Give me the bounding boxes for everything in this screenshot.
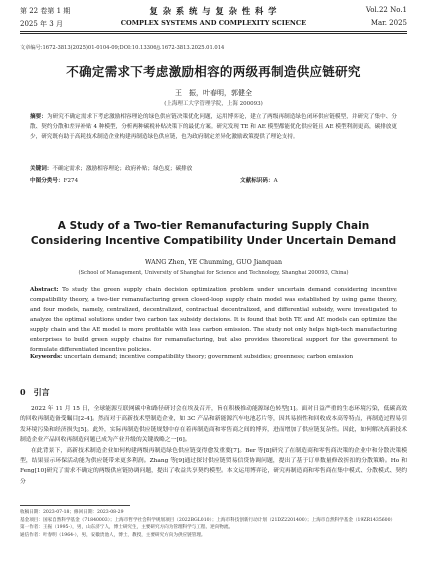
english-title: A Study of a Two-tier Remanufacturing Supply Chain Considering Incentive Compatibility Under Uncertain Demand	[30, 220, 397, 247]
article-number: 文章编号:1672-3813(2025)01-0104-09;DOI:10.13306/j.1672-3813.2025.01.014	[20, 45, 225, 51]
introduction-paragraph-1: 2022 年 11 月 15 日，全球能源互联网碳中和路径研讨会在埃及召开，旨在积极推动能源绿色转型[1]。面对日益严重的生态环境污染，低碳高效的回收再制造备受瞩目[2-4]。然而对于高新技术型制造企业，如 3C 产品和新能源汽车电池芯片等，因其易损性和回收成本高等特点，再制造过程易引发环境污染和经济损失[5]。此外，实际再制造供应链规划中存在着再制造商和零售商之间的博弈，进而增加了供应链复杂性。因此，如何解决高新技术制造企业产品回收再制造问题已成为产业升级的关键战略之一[6]。	[20, 406, 407, 444]
chinese-keywords-label: 关键词：	[30, 166, 53, 172]
volume-issue-en: Vol.22 No.1	[365, 6, 407, 14]
date-cn: 2025 年 3 月	[20, 20, 63, 28]
english-abstract-text: To study the green supply chain decision optimization problem under uncertain demand considering incentive compatibility theory, a two-tier remanufacturing green closed-loop supply chain model was established by using game theory, and four models, namely, centralized, decentralized, contractual decentralized, and differential subsidy, were investigated to analyze the optimal solutions under two carbon tax subsidy decisions. It is found that both TE and AE models can optimize the supply chain and the AE model is more profitable with less carbon emission. The study not only helps high-tech manufacturing enterprises to build green supply chains for remanufacturing, but also provides theoretical support for the government to formulate differentiated incentive policies.	[30, 287, 397, 353]
footnote-rule	[20, 505, 130, 506]
english-keywords-label: Keywords:	[30, 354, 63, 360]
chinese-keywords	[30, 164, 397, 174]
journal-name-en: COMPLEX SYSTEMS AND COMPLEXITY SCIENCE	[120, 19, 307, 27]
english-affiliation: (School of Management, University of Shanghai for Science and Technology, Shanghai 200093, China)	[78, 270, 349, 276]
footnote-fund: 基金项目：国家自然科学基金（71840003）；上海市哲学社会科学规划项目（2022BGL010）；上海市科技创新行动计划（21DZ2201400）；上海市自然科学基金（19ZR1435600）	[20, 517, 396, 523]
chinese-abstract-label: 摘要：	[30, 114, 47, 120]
footnote-first-author: 第一作者：王振（1995-），男，山东济宁人，博士研究生，主要研究方向为管理科学与工程、逆向物流。	[20, 525, 234, 531]
chinese-abstract	[30, 112, 397, 142]
chinese-abstract-text: 为研究不确定需求下考虑激励相容理论的绿色供应链决策优化问题，运用博弈论，建立了两级再制造绿色闭环供应链模型，并研究了集中、分散、契约分散和差异补贴 4 种模型，分析两种碳税补贴决策下的最优方案。研究发现 TE 和 AE 模型都能优化供应链且 AE 模型利润更高，碳排放更少，研究既有助于高耗技术制造企业构建再制造绿色供应链，也为政府制定差异化激励政策提供了理论支持。	[30, 114, 397, 140]
chinese-title: 不确定需求下考虑激励相容的两级再制造供应链研究	[66, 64, 361, 79]
english-abstract	[30, 285, 397, 355]
introduction-paragraph-2: 在此背景下，高新技术制造企业如何构建两级再制造绿色供应链变得愈发重要[7]。Ber 等[8]研究了在制造商和零售商决策的企业中和分散决策模型，结果显示环保活动能为供应链带来更多利润。Zhang 等[9]通过探讨供应链贸易信贷协调问题，提出了基于订单数量修改折扣的分散策略。Ho 和 Feng[10]研究了需求不确定的两级供应链协调问题，提出了收益共享契约模型。本文运用博弈论，研究再制造商和零售商在集中模式、分散模式、契约分	[20, 447, 407, 485]
document-code	[240, 176, 278, 186]
footnote-corresponding-author: 通信作者：叶春明（1964-），男，安徽贵池人，博士，教授，主要研究方向为供应链管理。	[20, 532, 206, 538]
header-rule-secondary	[20, 33, 407, 34]
english-keywords	[30, 352, 397, 362]
clc-number	[30, 176, 78, 186]
chinese-affiliation: (上海理工大学管理学院，上海 200093)	[164, 101, 263, 107]
chinese-authors: 王 振，叶春明，郭健全	[175, 89, 252, 97]
introduction-body	[20, 404, 407, 487]
journal-name-cn: 复 杂 系 统 与 复 杂 性 科 学	[149, 6, 278, 16]
date-en: Mar. 2025	[370, 19, 407, 27]
header-rule	[20, 31, 407, 32]
english-authors: WANG Zhen, YE Chunming, GUO Jianquan	[144, 259, 283, 266]
section-heading-introduction: 0 引言	[20, 387, 50, 397]
chinese-keywords-text: 不确定需求；激励相容理论；政府补贴；绿色度；碳排放	[52, 166, 193, 172]
clc-label: 中图分类号：	[30, 178, 64, 184]
document-code-label: 文献标识码：	[240, 178, 274, 184]
footnotes	[20, 509, 407, 539]
english-keywords-text: uncertain demand; incentive compatibility theory; government subsidies; greenness; carbon emission	[63, 354, 354, 360]
document-code-value: A	[273, 178, 278, 184]
english-abstract-label: Abstract:	[30, 287, 59, 293]
volume-issue-cn: 第 22 卷第 1 期	[20, 7, 71, 15]
clc-value: F274	[63, 178, 79, 184]
footnote-received: 收稿日期：2023-07-18；修回日期：2023-08-29	[20, 510, 124, 515]
